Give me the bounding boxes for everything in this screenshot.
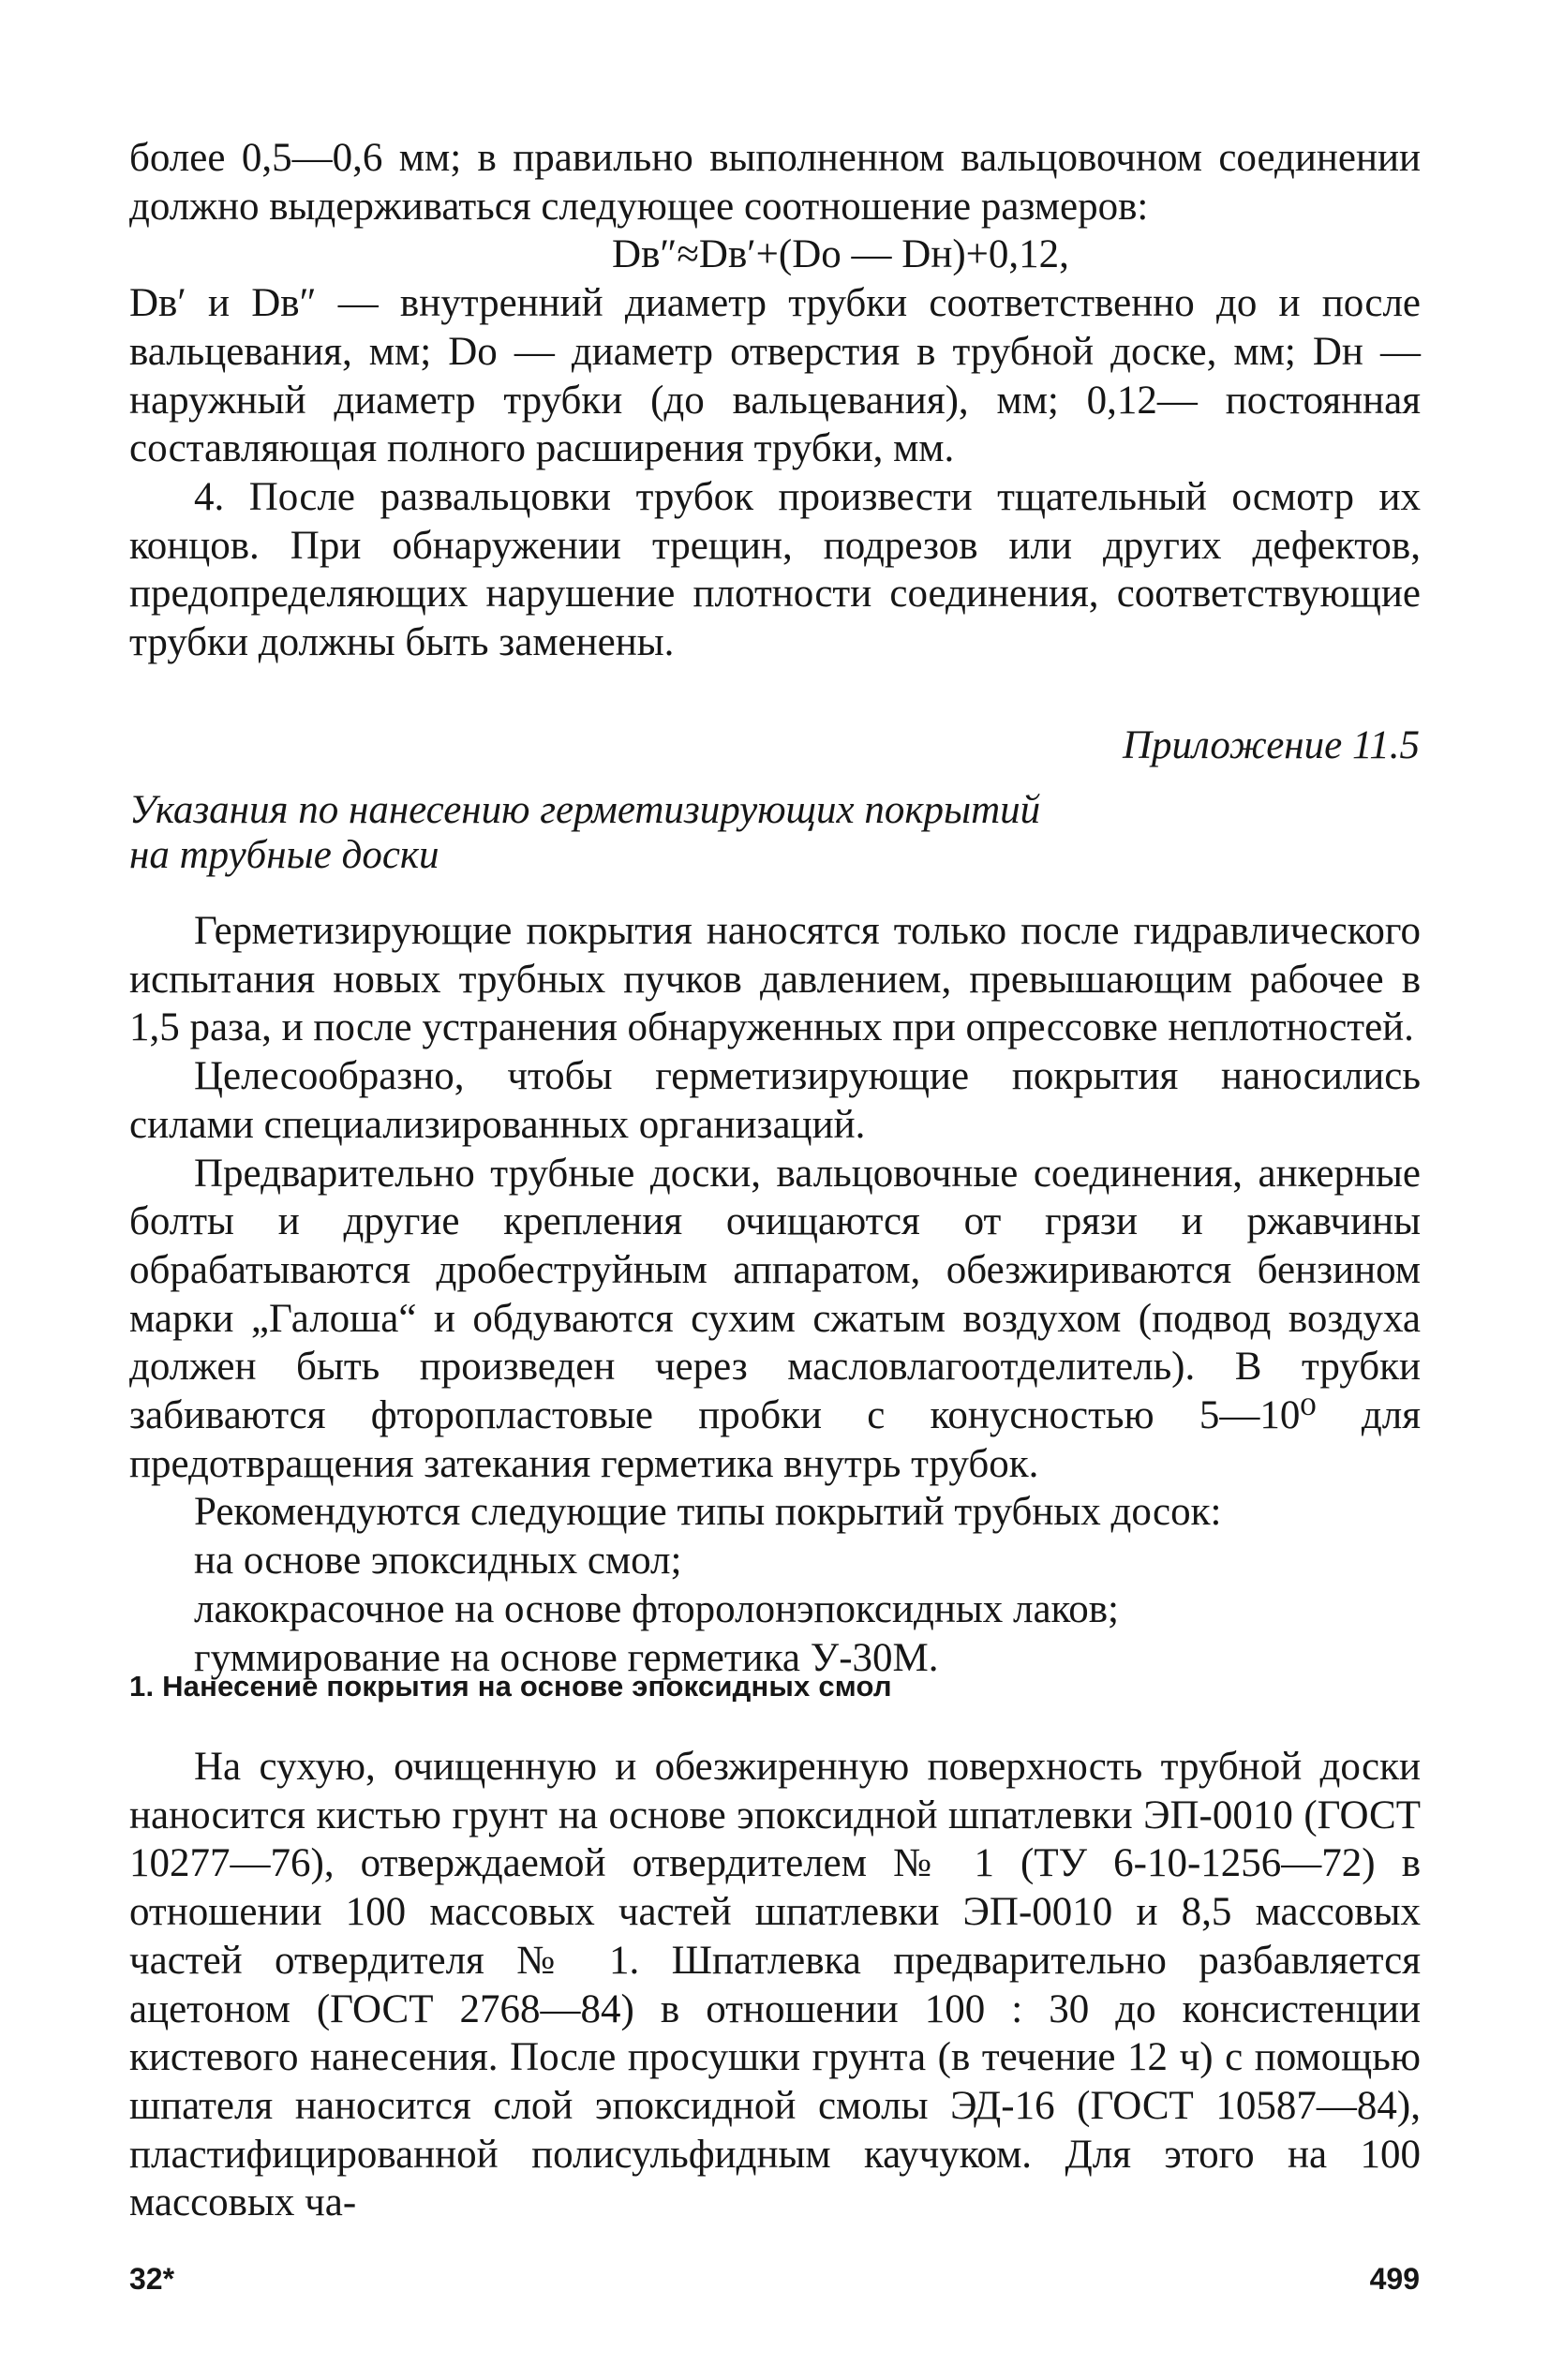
subsection-heading: 1. Нанесение покрытия на основе эпоксидных смол: [129, 1670, 892, 1703]
top-text-block: [129, 134, 1421, 667]
body-paragraph: На сухую, очищенную и обезжиренную поверхность трубной доски наносится кистью грунт на основе эпоксидной шпатлевки ЭП-0010 (ГОСТ 10277—76), отверждаемой отвердителем № 1 (ТУ 6-10-1256—72) в отношении 100 массовых частей шпатлевки ЭП-0010 и 8,5 массовых частей отвердителя № 1. Шпатлевка предварительно разбавляется ацетоном (ГОСТ 2768—84) в отношении 100 : 30 до консистенции кистевого нанесения. После просушки грунта (в течение 12 ч) с помощью шпателя наносится слой эпоксидной смолы ЭД-16 (ГОСТ 10587—84), пластифицированной полисульфидным каучуком. Для этого на 100 массовых ча-: [129, 1745, 1421, 2225]
body-paragraph: Целесообразно, чтобы герметизирующие покрытия наносились силами специализированных организаций.: [129, 1054, 1421, 1147]
signature-mark: 32*: [129, 2262, 175, 2296]
body-paragraph: Предварительно трубные доски, вальцовочные соединения, анкерные болты и другие крепления очищаются от грязи и ржавчины обрабатываются дробеструйным аппаратом, обезжириваются бензином марки „Галоша“ и обдуваются сухим сжатым воздухом (подвод воздуха должен быть произведен через масловлагоотделитель). В трубки забиваются фторопластовые пробки с конусностью 5—10⁰ для предотвращения затекания герметика внутрь трубок.: [129, 1151, 1421, 1486]
list-item: гуммирование на основе герметика У-30М.: [194, 1635, 939, 1680]
list-item: на основе эпоксидных смол;: [194, 1539, 682, 1584]
section-title-line-1: Указания по нанесению герметизирующих покрытий: [129, 788, 1041, 832]
bottom-text-block: [129, 1743, 1421, 2227]
formula-legend-paragraph: Dв′ и Dв″ — внутренний диаметр трубки соответственно до и после вальцевания, мм; Dо — диаметр отверстия в трубной доске, мм; Dн — наружный диаметр трубки (до вальцевания), мм; 0,12— постоянная составляющая полного расширения трубки, мм.: [129, 281, 1421, 471]
appendix-label: Приложение 11.5: [1123, 723, 1420, 767]
rolling-formula: Dв″≈Dв′+(Dо — Dн)+0,12,: [612, 232, 1069, 277]
list-item: лакокрасочное на основе фторолонэпоксидных лаков;: [194, 1586, 1120, 1631]
page-number: 499: [1369, 2262, 1420, 2296]
list-intro: Рекомендуются следующие типы покрытий трубных досок:: [194, 1490, 1222, 1535]
section-title: [129, 788, 1254, 878]
middle-text-block: [129, 907, 1421, 1682]
section-title-line-2: на трубные доски: [129, 833, 439, 877]
body-paragraph: Герметизирующие покрытия наносятся только после гидравлического испытания новых трубных пучков давлением, превышающим рабочее в 1,5 раза, и после устранения обнаруженных при опрессовке неплотностей.: [129, 909, 1421, 1050]
item-4-paragraph: 4. После развальцовки трубок произвести тщательный осмотр их концов. При обнаружении трещин, подрезов или других дефектов, предопределяющих нарушение плотности соединения, соответствующие трубки должны быть заменены.: [129, 474, 1421, 665]
continuation-paragraph: более 0,5—0,6 мм; в правильно выполненном вальцовочном соединении должно выдерживаться следующее соотношение размеров:: [129, 136, 1421, 229]
